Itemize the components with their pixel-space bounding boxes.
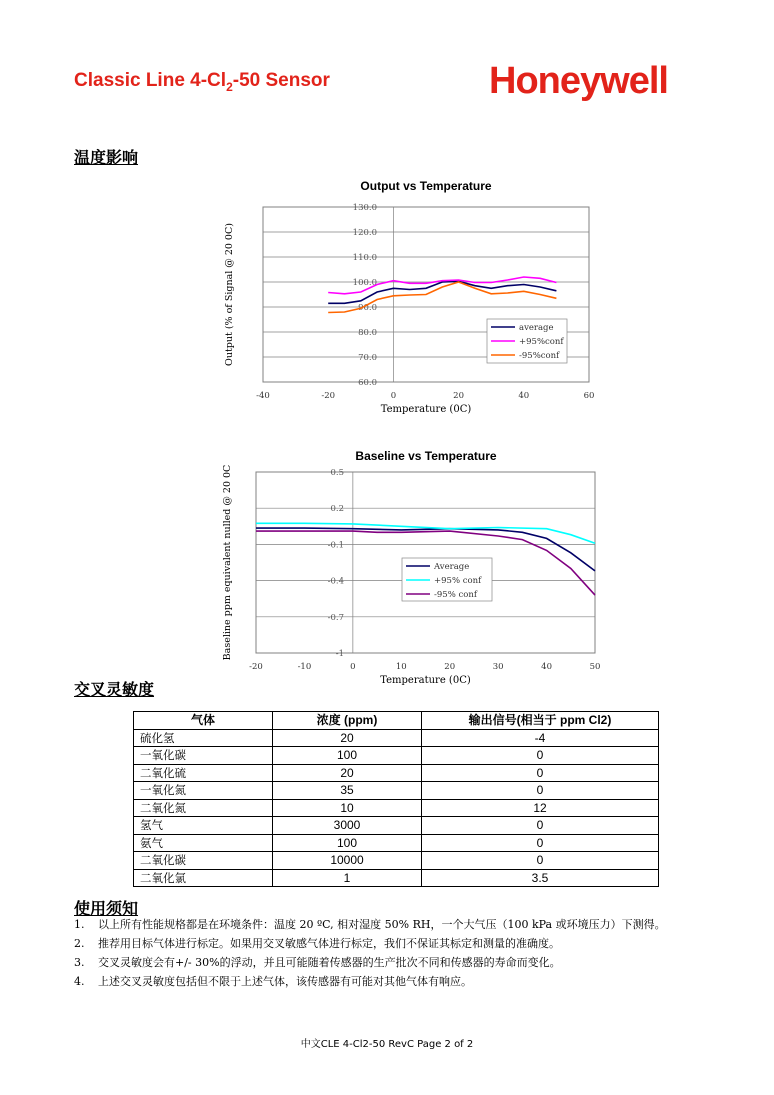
concentration-cell: 20: [273, 729, 422, 747]
output-cell: 3.5: [422, 869, 659, 887]
honeywell-logo: Honeywell: [489, 60, 668, 102]
note-number: 1.: [74, 918, 85, 931]
y-tick-label: 80.0: [358, 328, 377, 338]
section-heading-notes: 使用须知: [74, 899, 139, 918]
note-number: 2.: [74, 937, 85, 950]
concentration-cell: 35: [273, 782, 422, 800]
table-row: [134, 782, 659, 800]
notes-list: [74, 916, 666, 992]
x-tick-label: 40: [541, 662, 552, 672]
x-tick-label: 0: [390, 391, 397, 401]
note-item: [74, 954, 666, 973]
y-tick-label: -0.7: [327, 612, 344, 623]
y-tick-label: 60.0: [358, 378, 377, 388]
note-text: 上述交叉灵敏度包括但不限于上述气体，该传感器有可能对其他气体有响应。: [98, 975, 472, 988]
output-cell: 12: [422, 799, 659, 817]
concentration-cell: 3000: [273, 817, 422, 835]
y-tick-label: 90.0: [358, 303, 377, 313]
x-tick-label: -20: [321, 391, 336, 401]
header-output: 输出信号(相当于 ppm Cl2): [422, 712, 659, 730]
chart1-title: Output vs Temperature: [360, 179, 492, 193]
header-concentration: 浓度 (ppm): [273, 712, 422, 730]
note-item: [74, 973, 666, 992]
output-cell: -4: [422, 729, 659, 747]
note-number: 4.: [74, 975, 85, 988]
output-cell: 0: [422, 747, 659, 765]
table-row: [134, 852, 659, 870]
note-item: [74, 916, 666, 935]
output-vs-temperature-chart: [220, 198, 620, 423]
section-heading-cross-sensitivity: 交叉灵敏度: [74, 680, 155, 699]
y-tick-label: 120.0: [352, 228, 377, 238]
gas-name-cell: 一氧化碳: [134, 747, 273, 765]
gas-name-cell: 一氧化氮: [134, 782, 273, 800]
x-tick-label: 20: [453, 391, 465, 401]
concentration-cell: 20: [273, 764, 422, 782]
note-number: 3.: [74, 956, 85, 969]
x-tick-label: 50: [589, 662, 601, 672]
page-footer: 中文CLE 4-Cl2-50 RevC Page 2 of 2: [300, 1039, 474, 1050]
y-tick-label: -0.4: [327, 576, 344, 587]
output-cell: 0: [422, 817, 659, 835]
gas-name-cell: 氨气: [134, 834, 273, 852]
gas-name-cell: 二氧化硫: [134, 764, 273, 782]
document-title: Classic Line $4-Cl_2-50$ Sensor: [74, 70, 330, 94]
table-row: [134, 747, 659, 765]
concentration-cell: 10: [273, 799, 422, 817]
legend-label: -95%conf: [519, 351, 560, 361]
x-tick-label: -10: [297, 662, 312, 672]
x-axis-title: Temperature (0C): [380, 675, 471, 686]
y-axis-title: Baseline ppm equivalent nulled @ 20 0C: [222, 464, 233, 661]
x-tick-label: 40: [518, 391, 530, 401]
y-axis-title: Output (% of Signal @ 20 0C): [224, 223, 235, 366]
y-tick-label: 100.0: [352, 278, 377, 288]
x-tick-label: -40: [256, 391, 270, 401]
table-row: [134, 799, 659, 817]
gas-name-cell: 二氧化碳: [134, 852, 273, 870]
section-heading-temperature: 温度影响: [74, 148, 139, 167]
note-item: [74, 935, 666, 954]
legend-label: -95% conf: [434, 590, 477, 600]
legend-label: Average: [434, 562, 470, 572]
legend-label: average: [519, 323, 554, 333]
x-tick-label: 0: [350, 662, 356, 672]
y-tick-label: 0.5: [330, 468, 344, 478]
y-tick-label: 110.0: [352, 253, 377, 263]
y-tick-label: 70.0: [358, 353, 377, 363]
gas-name-cell: 硫化氢: [134, 729, 273, 747]
output-cell: 0: [422, 852, 659, 870]
x-tick-label: 60: [583, 391, 595, 401]
table-row: [134, 817, 659, 835]
gas-name-cell: 二氧化氮: [134, 799, 273, 817]
x-axis-title: Temperature (0C): [380, 404, 472, 415]
gas-name-cell: 氢气: [134, 817, 273, 835]
table-row: [134, 764, 659, 782]
note-text: 推荐用目标气体进行标定。如果用交叉敏感气体进行标定，我们不保证其标定和测量的准确度。: [98, 937, 560, 950]
legend-label: +95% conf: [434, 576, 482, 586]
concentration-cell: 1: [273, 869, 422, 887]
concentration-cell: 100: [273, 834, 422, 852]
table-row: [134, 869, 659, 887]
cross-sensitivity-table: [133, 711, 659, 887]
baseline-vs-temperature-chart: [218, 462, 628, 694]
concentration-cell: 100: [273, 747, 422, 765]
table-row: [134, 834, 659, 852]
x-tick-label: 30: [492, 662, 504, 672]
y-tick-label: -1: [335, 649, 344, 659]
gas-name-cell: 二氧化氯: [134, 869, 273, 887]
output-cell: 0: [422, 782, 659, 800]
y-tick-label: 130.0: [352, 203, 377, 213]
output-cell: 0: [422, 764, 659, 782]
y-tick-label: -0.1: [327, 540, 344, 551]
note-text: 以上所有性能规格都是在环境条件：温度 20 ºC, 相对湿度 50% RH，一个大气压（100 kPa 或环境压力）下测得。: [98, 918, 666, 931]
legend-label: +95%conf: [519, 337, 564, 347]
x-tick-label: 10: [395, 662, 407, 672]
x-tick-label: 20: [444, 662, 456, 672]
concentration-cell: 10000: [273, 852, 422, 870]
output-cell: 0: [422, 834, 659, 852]
y-tick-label: 0.2: [330, 504, 344, 515]
header-gas: 气体: [134, 712, 273, 730]
chart2-title: Baseline vs Temperature: [355, 449, 497, 463]
table-header-row: [134, 712, 659, 730]
x-tick-label: -20: [249, 662, 263, 672]
table-row: [134, 729, 659, 747]
note-text: 交叉灵敏度会有+/- 30%的浮动，并且可能随着传感器的生产批次不同和传感器的寿命而变化。: [98, 956, 561, 969]
